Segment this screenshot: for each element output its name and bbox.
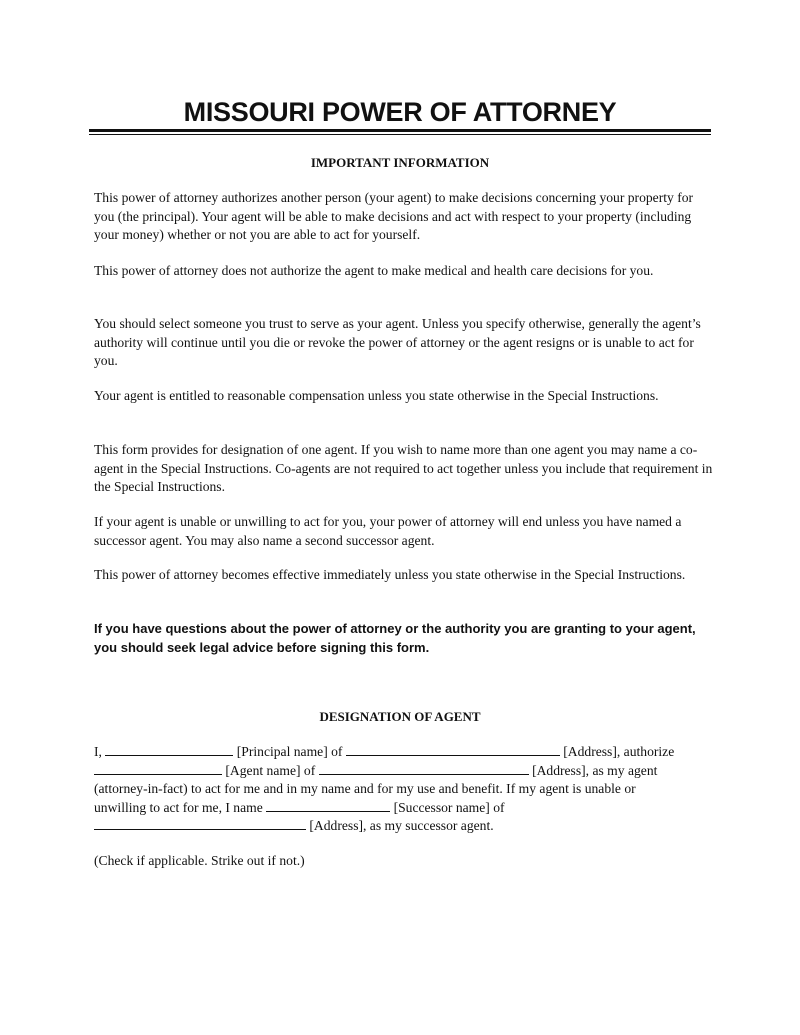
paragraph-successor: If your agent is unable or unwilling to act for you, your power of attorney will end unless you have named a successor agent. You may also name a second successor agent. xyxy=(94,514,682,548)
agent-address-field[interactable] xyxy=(319,762,529,775)
legal-advice-notice: If you have questions about the power of attorney or the authority you are granting to your agent, you should seek legal advice before signing this form. xyxy=(94,621,696,655)
document-title: MISSOURI POWER OF ATTORNEY xyxy=(183,97,617,127)
designation-i: I, xyxy=(94,744,102,759)
designation-line-4-text: unwilling to act for me, I name xyxy=(94,799,263,815)
agent-name-field[interactable] xyxy=(94,762,222,775)
agent-address-label: [Address], as my agent xyxy=(532,762,658,778)
designation-block xyxy=(94,743,714,836)
designation-line-3 xyxy=(94,780,714,799)
designation-of-agent-heading: DESIGNATION OF AGENT xyxy=(319,709,481,724)
paragraph-authorization: This power of attorney authorizes another person (your agent) to make decisions concerning your property for you (the principal). Your agent will be able to make decisions and act with respect to your property (including your money) whether or not you are able to act for yourself. xyxy=(94,190,694,243)
principal-address-label: [Address], authorize xyxy=(563,744,675,759)
successor-address-label: [Address], as my successor agent. xyxy=(309,818,494,834)
successor-name-field[interactable] xyxy=(266,799,390,812)
designation-line-4 xyxy=(94,799,714,818)
principal-address-field[interactable] xyxy=(346,743,560,756)
title-rule-thick xyxy=(89,129,711,132)
successor-name-label: [Successor name] of xyxy=(393,799,505,815)
designation-line-2 xyxy=(94,762,714,781)
check-applicable-note: (Check if applicable. Strike out if not.) xyxy=(94,853,305,868)
principal-name-field[interactable] xyxy=(105,743,233,756)
paragraph-compensation: Your agent is entitled to reasonable compensation unless you state otherwise in the Special Instructions. xyxy=(94,388,659,403)
designation-line-5 xyxy=(94,817,714,836)
title-rule-thin xyxy=(89,134,711,135)
designation-line-3-text: (attorney-in-fact) to act for me and in my name and for my use and benefit. If my agent is unable or xyxy=(94,781,636,797)
principal-name-label: [Principal name] of xyxy=(236,744,343,759)
paragraph-effective: This power of attorney becomes effective immediately unless you state otherwise in the Special Instructions. xyxy=(94,567,686,582)
important-information-heading: IMPORTANT INFORMATION xyxy=(310,155,490,170)
designation-line-1 xyxy=(94,743,714,762)
successor-address-field[interactable] xyxy=(94,817,306,830)
paragraph-co-agent: This form provides for designation of one agent. If you wish to name more than one agent you may name a co-agent in the Special Instructions. Co-agents are not required to act together unless you include that requirement in the Special Instructions. xyxy=(94,442,713,495)
paragraph-medical: This power of attorney does not authorize the agent to make medical and health care decisions for you. xyxy=(94,263,654,278)
agent-name-label: [Agent name] of xyxy=(225,762,316,778)
paragraph-select-agent: You should select someone you trust to serve as your agent. Unless you specify otherwise, generally the agent’s authority will continue until you die or revoke the power of attorney or the agent resigns or is unable to act for you. xyxy=(94,316,701,369)
